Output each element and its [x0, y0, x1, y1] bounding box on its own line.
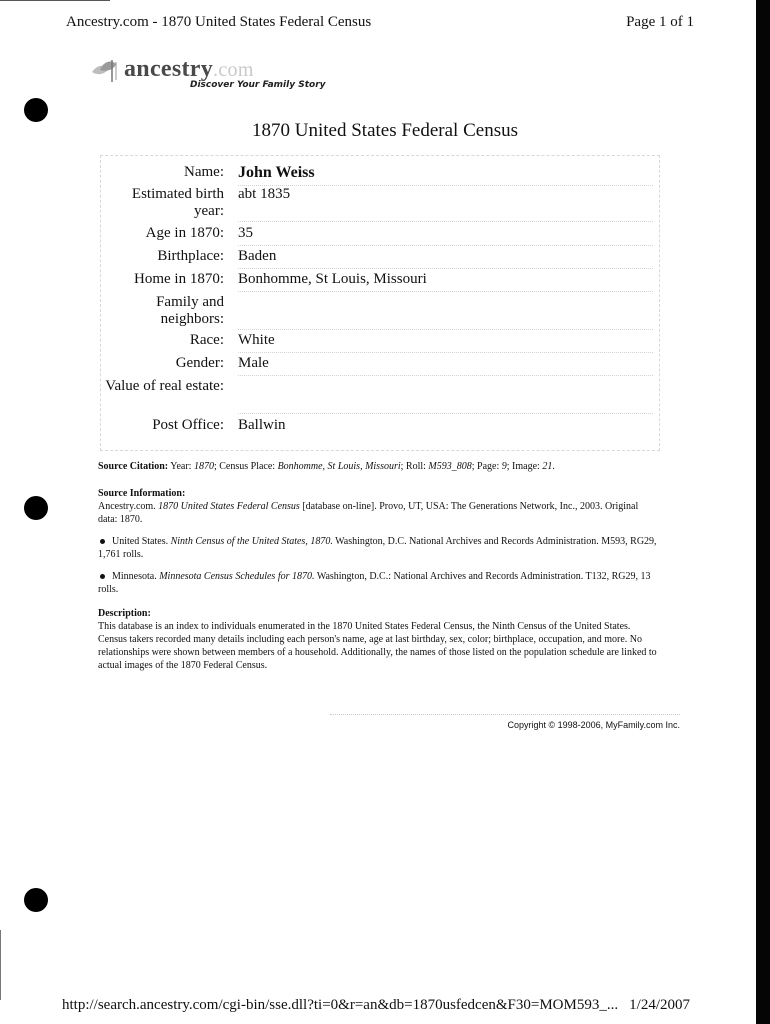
record-divider	[238, 352, 653, 353]
source-information: Source Information: Ancestry.com. 1870 United States Federal Census [database on-line]. Provo, UT, USA: The Generations Network, Inc., 2003. Original data: 1870.	[98, 488, 639, 525]
record-label: Home in 1870:	[134, 271, 224, 287]
source-bullet-2: Minnesota. Minnesota Census Schedules for 1870. Washington, D.C.: National Archives and Records Administration. T132, RG29, 13 rolls.	[98, 571, 651, 595]
record-divider	[238, 375, 653, 376]
source-db-title: 1870 United States Federal Census	[158, 501, 300, 512]
record-divider	[238, 245, 653, 246]
description	[98, 607, 658, 672]
logo-wordmark	[124, 56, 254, 83]
record-label: Gender:	[175, 355, 224, 371]
binder-hole-bottom	[24, 888, 48, 912]
document-title: 1870 United States Federal Census	[252, 120, 518, 141]
source-bullet-1: United States. Ninth Census of the United States, 1870. Washington, D.C. National Archives and Records Administration. M593, RG29, 1,761 rolls.	[98, 536, 657, 560]
binder-hole-top	[24, 98, 48, 122]
scan-left-mark	[0, 930, 1, 1000]
bullet-icon	[100, 539, 105, 544]
print-header-title: Ancestry.com - 1870 United States Federal Census	[66, 14, 372, 30]
logo-tagline: Discover Your Family Story	[190, 80, 326, 90]
record-value-name: John Weiss	[238, 164, 315, 181]
record-label: Race:	[189, 332, 224, 348]
citation-roll: M593_808	[428, 461, 472, 472]
record-value: Baden	[238, 248, 277, 264]
leaf-icon	[90, 58, 120, 84]
record-value: Bonhomme, St Louis, Missouri	[238, 271, 427, 287]
citation-image: 21	[542, 461, 553, 472]
binder-hole-middle	[24, 496, 48, 520]
bullet-icon	[100, 574, 105, 579]
record-label: Post Office:	[152, 417, 224, 433]
source-citation-heading: Source Citation:	[98, 461, 169, 472]
record-label: Family and neighbors:	[156, 294, 224, 327]
record-label: Name:	[184, 164, 224, 180]
description-text: This database is an index to individuals enumerated in the 1870 United States Federal Census, the Ninth Census of the United States. Census takers recorded many details including each person's name, age at last birthday, sex, color; birthplace, occupation, and more. No relationships were shown between members of a household. Additionally, the names of those listed on the population schedule are linked to actual images of the 1870 Federal Census.	[98, 621, 657, 671]
record-label: Estimated birth year:	[131, 186, 224, 219]
description-heading: Description:	[98, 608, 151, 619]
record-value: Male	[238, 355, 269, 371]
print-header-page: Page 1 of 1	[626, 14, 694, 30]
record-value: abt 1835	[238, 186, 291, 202]
source-citation: Source Citation: Year: 1870; Census Place: Bonhomme, St Louis, Missouri; Roll: M593_808; Page: 9; Image: 21.	[98, 461, 555, 472]
copyright-notice: Copyright © 1998-2006, MyFamily.com Inc.	[507, 720, 680, 730]
record-divider	[238, 291, 653, 292]
print-footer-url: http://search.ancestry.com/cgi-bin/sse.dll?ti=0&r=an&db=1870usfedcen&F30=MOM593_...	[62, 997, 619, 1013]
citation-year: 1870	[193, 461, 214, 472]
record-value: White	[238, 332, 275, 348]
record-value: Ballwin	[238, 417, 286, 433]
record-label: Age in 1870:	[145, 225, 224, 241]
census-record-box	[100, 155, 660, 451]
scan-top-rule	[0, 0, 110, 1]
record-label: Value of real estate:	[105, 378, 224, 394]
logo-name: ancestry	[124, 56, 214, 82]
record-divider	[238, 329, 653, 330]
footer-divider	[330, 714, 680, 715]
record-divider	[238, 413, 653, 414]
record-value: 35	[238, 225, 253, 241]
citation-page: 9	[501, 461, 507, 472]
logo-domain: .com	[213, 59, 254, 81]
record-divider	[238, 268, 653, 269]
record-divider	[238, 221, 653, 222]
record-label: Birthplace:	[157, 248, 224, 264]
source-information-heading: Source Information:	[98, 488, 186, 499]
print-footer-date: 1/24/2007	[629, 997, 690, 1013]
scan-edge-bar	[756, 0, 770, 1024]
citation-census-place: Bonhomme, St Louis, Missouri	[277, 461, 401, 472]
